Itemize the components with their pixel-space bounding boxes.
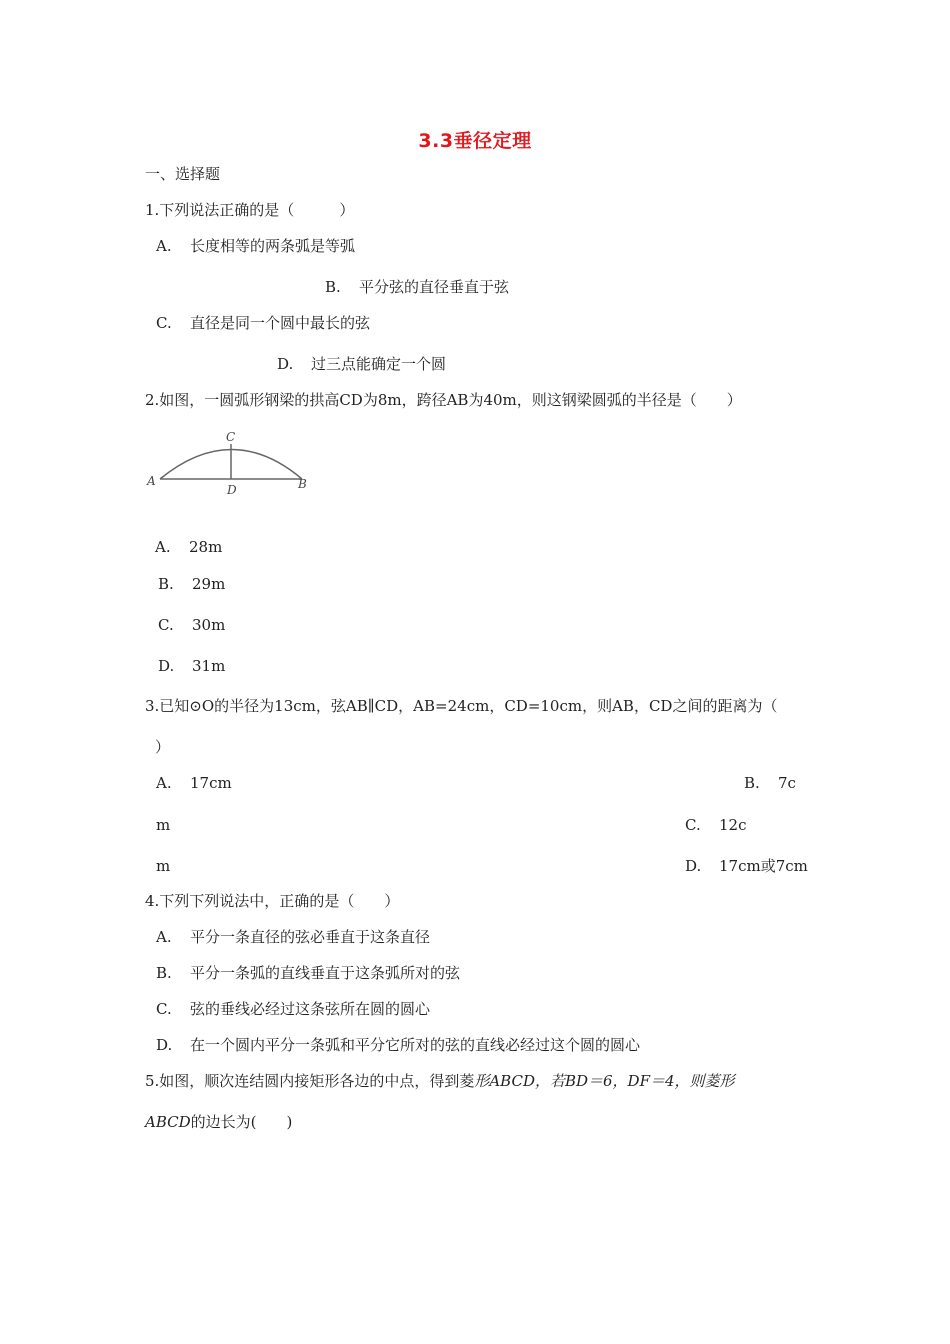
point-d-label: D bbox=[227, 483, 237, 497]
q4-option-b-label: B. bbox=[156, 964, 172, 982]
q4-option-b-text: 平分一条弧的直线垂直于这条弧所对的弦 bbox=[190, 964, 461, 982]
q3-option-d bbox=[685, 856, 808, 876]
q4-option-d-label: D. bbox=[156, 1036, 173, 1054]
q1-option-c bbox=[156, 313, 370, 333]
q1-option-c-text: 直径是同一个圆中最长的弦 bbox=[190, 314, 371, 332]
q5-stem-part-a: 5.如图，顺次连结圆内接矩形各边的中点，得到菱 bbox=[145, 1072, 475, 1090]
q1-option-b-label: B. bbox=[325, 278, 341, 296]
q3-option-b-label: B. bbox=[744, 774, 760, 792]
q5-stem-line2 bbox=[145, 1112, 292, 1132]
q1-option-a-text: 长度相等的两条弧是等弧 bbox=[190, 237, 356, 255]
q1-option-a-label: A. bbox=[156, 237, 172, 255]
q2-option-c-label: C. bbox=[158, 616, 174, 634]
section-heading: 一、选择题 bbox=[145, 165, 221, 183]
q3-stem-cont: ） bbox=[155, 738, 171, 756]
point-c-label: C bbox=[226, 430, 236, 444]
q1-option-b-text: 平分弦的直径垂直于弦 bbox=[359, 278, 510, 296]
q3-stem: 3.已知⊙O的半径为13cm，弦AB∥CD，AB=24cm，CD=10cm，则AB，CD之间的距离为（ bbox=[145, 697, 778, 715]
q2-option-a-text: 28m bbox=[189, 538, 223, 556]
q4-option-a bbox=[156, 927, 430, 947]
q1-option-a bbox=[156, 236, 355, 256]
q4-option-a-text: 平分一条直径的弦必垂直于这条直径 bbox=[190, 928, 431, 946]
q3-option-a bbox=[156, 773, 232, 793]
q3-option-b bbox=[744, 773, 796, 793]
page-title: 3.3垂径定理 bbox=[418, 130, 532, 152]
q2-option-c-text: 30m bbox=[192, 616, 226, 634]
q1-stem: 1.下列说法正确的是（ ） bbox=[145, 201, 355, 219]
q1-option-d bbox=[277, 354, 446, 374]
q1-option-d-text: 过三点能确定一个圆 bbox=[311, 355, 447, 373]
q4-stem: 4.下列下列说法中，正确的是（ ） bbox=[145, 892, 400, 910]
q3-option-d-text: 17cm或7cm bbox=[719, 857, 808, 875]
q3-option-c-cont: m bbox=[156, 857, 171, 875]
q4-option-d bbox=[156, 1035, 640, 1055]
q5-stem-line1 bbox=[145, 1071, 735, 1091]
q3-option-a-label: A. bbox=[156, 774, 172, 792]
q2-option-d-text: 31m bbox=[192, 657, 226, 675]
q3-option-c-text: 12c bbox=[719, 816, 747, 834]
q2-option-b bbox=[158, 574, 225, 594]
q4-option-c-text: 弦的垂线必经过这条弦所在圆的圆心 bbox=[190, 1000, 431, 1018]
q2-option-b-text: 29m bbox=[192, 575, 226, 593]
point-a-label: A bbox=[147, 474, 156, 488]
q4-option-a-label: A. bbox=[156, 928, 172, 946]
q3-option-c-label: C. bbox=[685, 816, 701, 834]
q3-option-d-label: D. bbox=[685, 857, 702, 875]
q3-option-a-text: 17cm bbox=[190, 774, 232, 792]
q2-option-d bbox=[158, 656, 225, 676]
q5-stem-part-c: ABCD bbox=[145, 1113, 191, 1131]
arch-figure bbox=[142, 426, 317, 498]
point-b-label: B bbox=[298, 477, 307, 491]
q2-option-b-label: B. bbox=[158, 575, 174, 593]
q2-option-c bbox=[158, 615, 225, 635]
q2-option-a bbox=[155, 537, 222, 557]
q3-option-b-cont: m bbox=[156, 816, 171, 834]
q4-option-c bbox=[156, 999, 430, 1019]
q2-option-d-label: D. bbox=[158, 657, 175, 675]
q4-option-b bbox=[156, 963, 460, 983]
q1-option-b bbox=[325, 277, 509, 297]
q3-option-c bbox=[685, 815, 747, 835]
q4-option-c-label: C. bbox=[156, 1000, 172, 1018]
q1-option-d-label: D. bbox=[277, 355, 294, 373]
q4-option-d-text: 在一个圆内平分一条弧和平分它所对的弦的直线必经过这个圆的圆心 bbox=[190, 1036, 641, 1054]
q1-option-c-label: C. bbox=[156, 314, 172, 332]
q2-stem: 2.如图，一圆弧形钢梁的拱高CD为8m，跨径AB为40m，则这钢梁圆弧的半径是（ ） bbox=[145, 391, 742, 409]
q2-option-a-label: A. bbox=[155, 538, 171, 556]
q5-stem-part-b: 形ABCD，若BD＝6，DF＝4，则菱形 bbox=[474, 1072, 735, 1090]
q5-stem-part-d: 的边长为( ) bbox=[190, 1113, 293, 1131]
q3-option-b-text: 7c bbox=[778, 774, 796, 792]
